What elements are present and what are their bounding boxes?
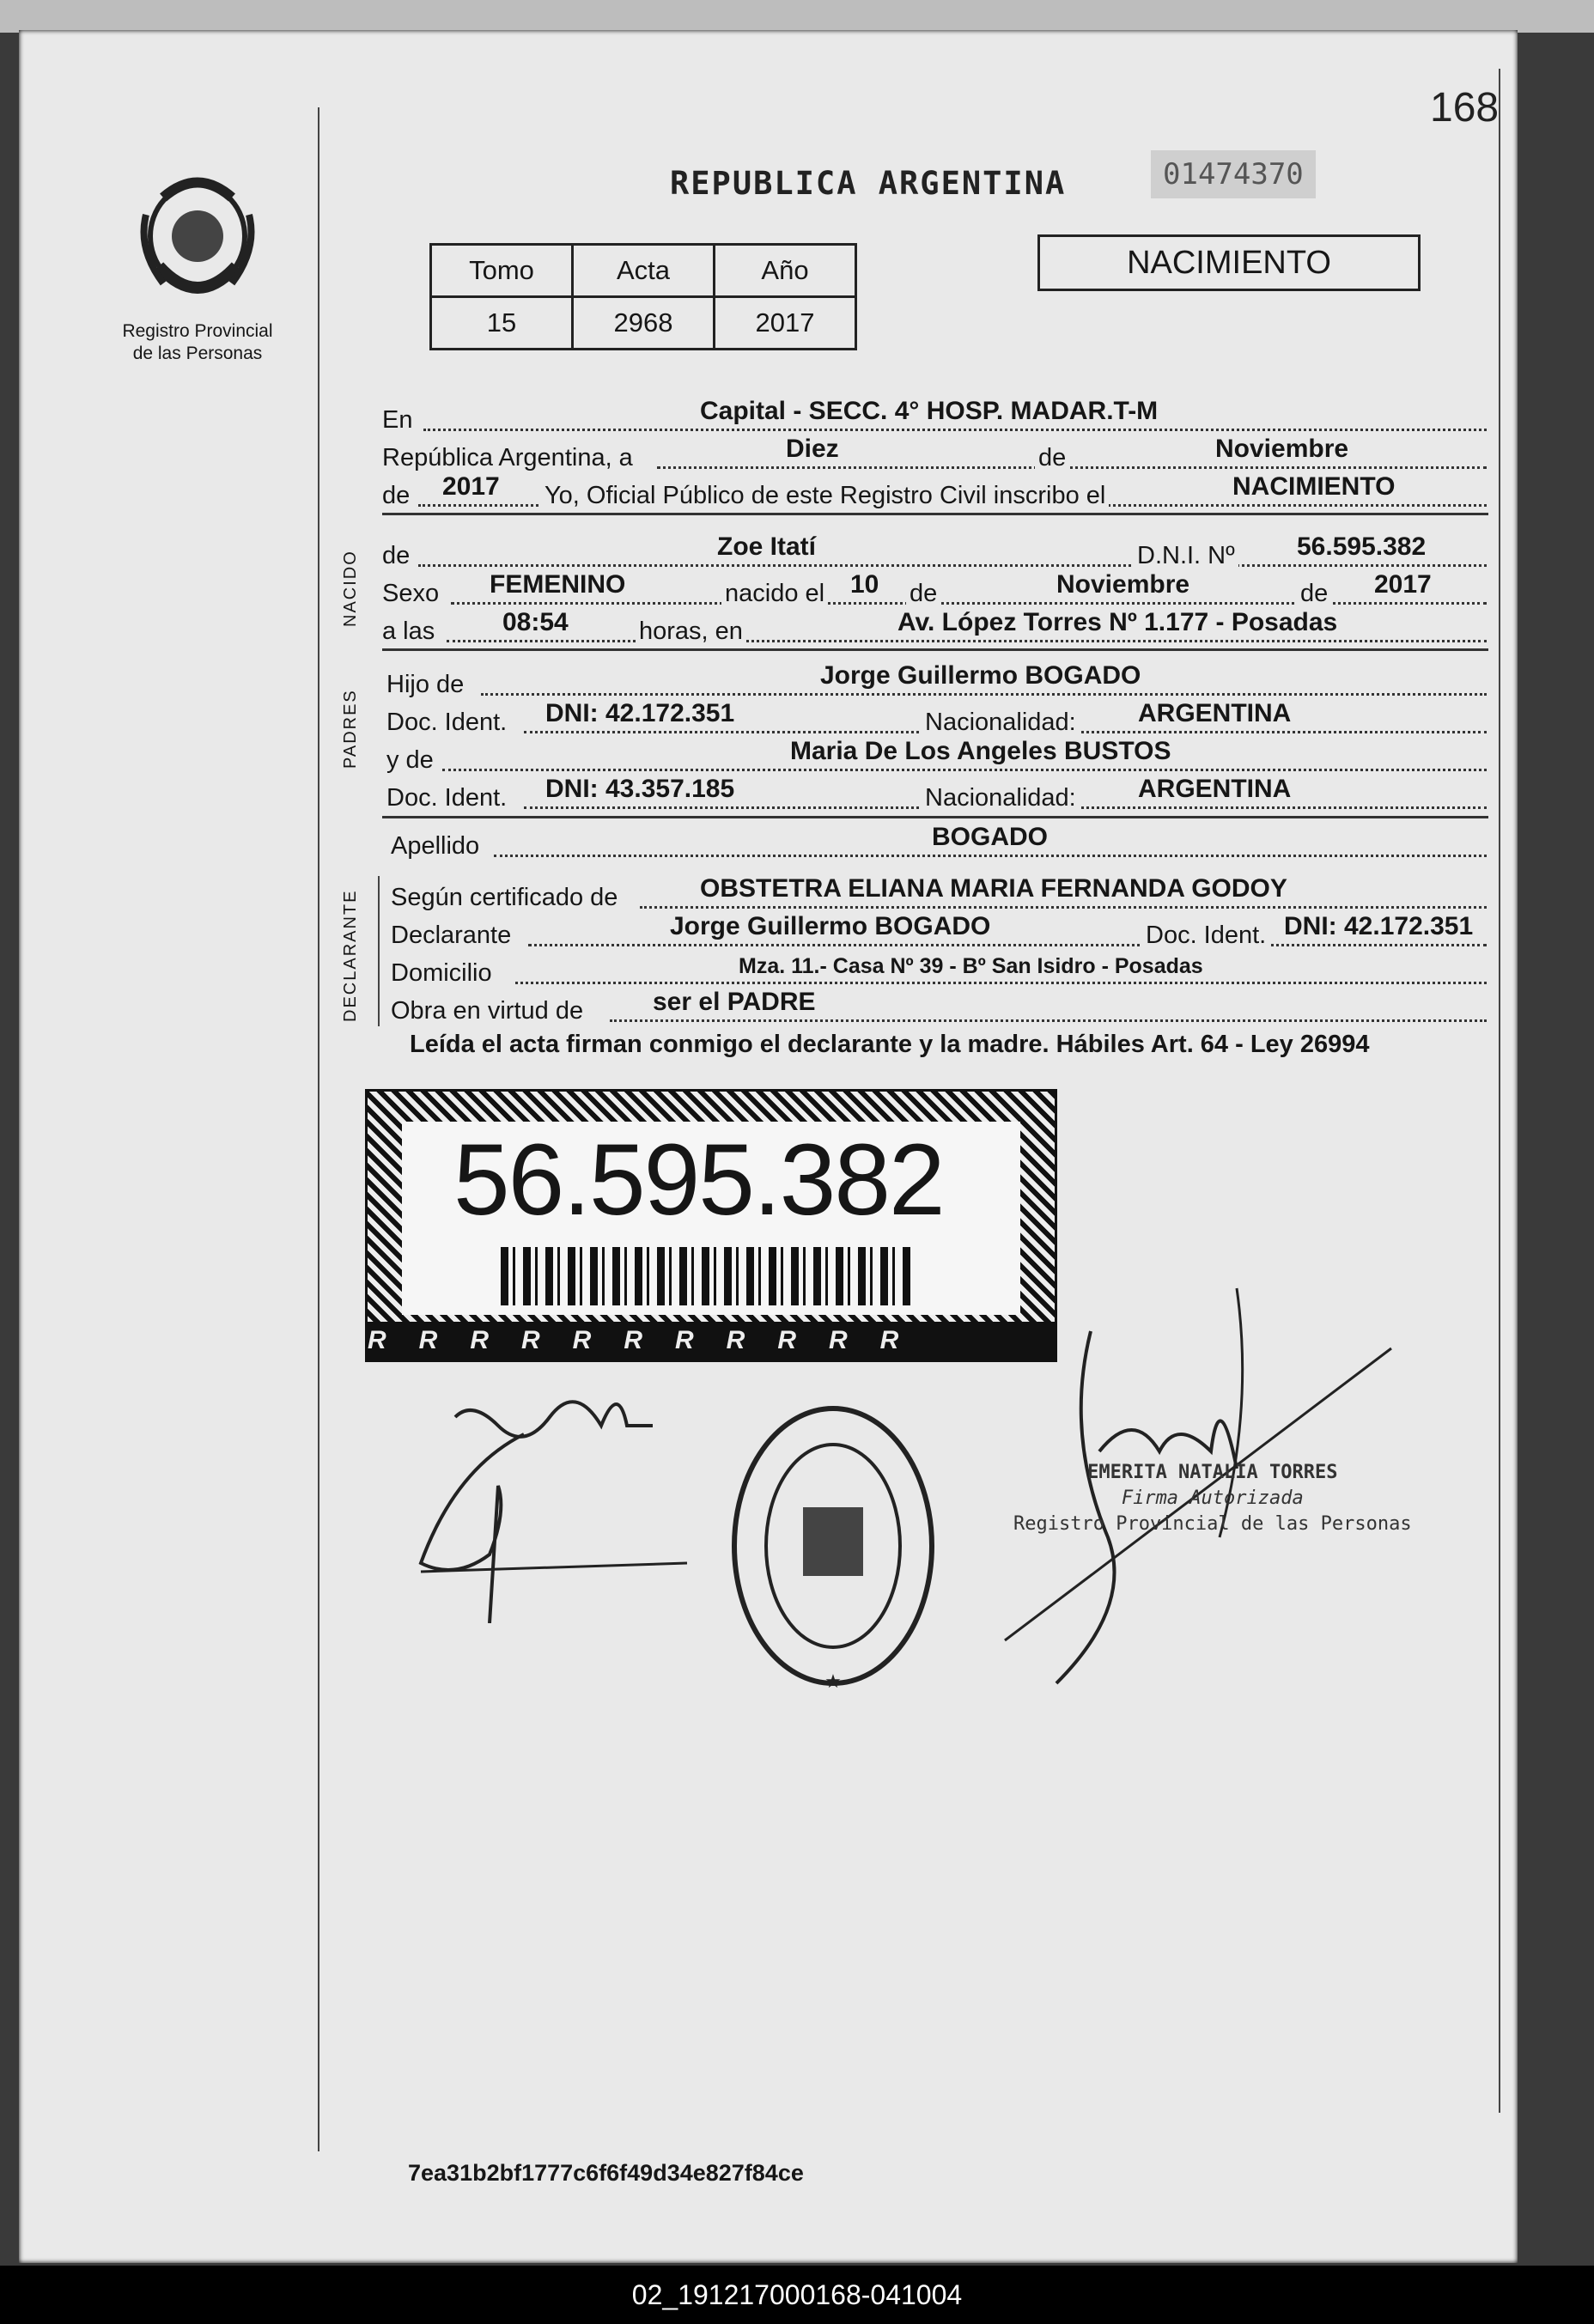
top-strip (0, 0, 1594, 33)
side-label-declarante: DECLARANTE (341, 889, 360, 1022)
label-de-anio2: de (1297, 580, 1331, 608)
registry-line-1: Registro Provincial (122, 321, 273, 341)
value-nac-dia: 10 (850, 570, 879, 599)
value-madre-doc: DNI: 43.357.185 (545, 775, 735, 803)
value-dia: Diez (786, 435, 839, 463)
value-lugar-nac: Av. López Torres Nº 1.177 - Posadas (897, 608, 1338, 636)
value-lugar: Capital - SECC. 4° HOSP. MADAR.T-M (700, 397, 1159, 425)
dotted-line (640, 906, 1487, 909)
row-nombre (382, 532, 1487, 570)
closing-statement: Leída el acta firman conmigo el declarante y la madre. Hábiles Art. 64 - Ley 26994 (410, 1031, 1370, 1058)
misiones-coat-of-arms-icon (129, 163, 266, 318)
value-nombre: Zoe Itatí (717, 532, 817, 561)
label-hijo: Hijo de (386, 671, 465, 698)
section-divider (382, 816, 1488, 818)
label-de-mes: de (906, 580, 940, 608)
value-dni: 56.595.382 (1297, 532, 1427, 561)
value-declarante: Jorge Guillermo BOGADO (670, 912, 991, 940)
value-certificado: OBSTETRA ELIANA MARIA FERNANDA GODOY (700, 874, 1287, 903)
label-en: En (382, 406, 413, 434)
registry-line-2: de las Personas (132, 344, 263, 363)
declarant-signature-icon (404, 1366, 696, 1623)
svg-text:★: ★ (824, 1670, 842, 1692)
label-horas: horas, en (636, 618, 746, 646)
document-type: NACIMIENTO (1037, 234, 1421, 291)
dotted-line (610, 1019, 1487, 1022)
acta-value: 2968 (573, 297, 715, 350)
label-dni: D.N.I. Nº (1134, 542, 1238, 570)
left-margin-line (318, 107, 319, 2151)
label-de-nombre: de (382, 542, 411, 569)
row-hora (382, 608, 1487, 646)
tomo-value: 15 (431, 297, 573, 350)
label-doc: Doc. Ident. (386, 709, 508, 736)
row-certificado (382, 874, 1487, 912)
barcode-number: 56.595.382 (453, 1123, 944, 1237)
row-madre (382, 737, 1487, 775)
right-margin-line (1499, 69, 1500, 2113)
value-anio: 2017 (442, 472, 500, 501)
label-doc-madre: Doc. Ident. (386, 784, 508, 812)
section-divider (382, 513, 1488, 515)
row-padre (382, 661, 1487, 699)
label-yde: y de (386, 746, 434, 774)
section-divider (382, 648, 1488, 651)
row-apellido (382, 823, 1487, 861)
anio-value: 2017 (715, 297, 856, 350)
registry-seal-icon (721, 1391, 945, 1700)
value-nac-anio: 2017 (1374, 570, 1432, 599)
barcode-r-strip: RRRRRRRRRRR (368, 1322, 1055, 1360)
acta-table (429, 243, 857, 350)
document-hash: 7ea31b2bf1777c6f6f49d34e827f84ce (408, 2160, 804, 2186)
value-padre-nac: ARGENTINA (1138, 699, 1292, 727)
value-obra: ser el PADRE (653, 988, 816, 1016)
dotted-line (423, 429, 1487, 431)
dotted-line (528, 944, 1487, 946)
label-nac: Nacionalidad: (922, 709, 1080, 737)
row-domicilio (382, 950, 1487, 988)
label-oficial: Yo, Oficial Público de este Registro Civil inscribo el (541, 482, 1109, 510)
row-republica (382, 435, 1487, 472)
value-domicilio: Mza. 11.- Casa Nº 39 - Bº San Isidro - Posadas (739, 954, 1203, 978)
signature-block (1013, 1460, 1412, 1537)
value-mes: Noviembre (1215, 435, 1349, 463)
side-label-padres: PADRES (341, 689, 360, 769)
barcode-inner (402, 1122, 1020, 1315)
row-padre-doc (382, 699, 1487, 737)
dotted-line (481, 693, 1487, 696)
value-padre-doc: DNI: 42.172.351 (545, 699, 735, 727)
row-oficial (382, 472, 1487, 510)
dotted-line (447, 640, 1487, 642)
serial-number: 01474370 (1151, 150, 1316, 198)
value-madre-nac: ARGENTINA (1138, 775, 1292, 803)
dotted-line (657, 466, 1487, 469)
row-en (382, 397, 1487, 435)
acta-header: Acta (573, 245, 715, 297)
dotted-line (418, 564, 1487, 567)
dotted-line (515, 982, 1487, 984)
label-de-anio: de (382, 482, 411, 509)
anio-header: Año (715, 245, 856, 297)
value-tipo: NACIMIENTO (1232, 472, 1396, 501)
dni-barcode-label (365, 1089, 1057, 1362)
row-madre-doc (382, 775, 1487, 812)
tomo-header: Tomo (431, 245, 573, 297)
label-declarante: Declarante (391, 922, 512, 949)
page-number: 168 (1430, 85, 1500, 131)
declarante-bracket (378, 876, 380, 1026)
country-title: REPUBLICA ARGENTINA (670, 165, 1067, 202)
side-label-nacido: NACIDO (341, 550, 360, 627)
label-domicilio: Domicilio (391, 959, 492, 987)
registry-caption (112, 320, 283, 365)
value-hora: 08:54 (502, 608, 569, 636)
value-padre: Jorge Guillermo BOGADO (820, 661, 1141, 690)
label-obra: Obra en virtud de (391, 997, 584, 1025)
label-de: de (1035, 444, 1069, 472)
label-republica: República Argentina, a (382, 444, 633, 471)
dotted-line (494, 855, 1487, 857)
label-apellido: Apellido (391, 832, 480, 860)
value-madre: Maria De Los Angeles BUSTOS (790, 737, 1171, 765)
barcode-bars-icon (501, 1247, 913, 1305)
label-segun: Según certificado de (391, 884, 618, 911)
signer-role: Firma Autorizada (1121, 1487, 1304, 1509)
row-sexo (382, 570, 1487, 608)
footer-code: 02_191217000168-041004 (0, 2266, 1594, 2324)
value-declarante-doc: DNI: 42.172.351 (1284, 912, 1474, 940)
label-sexo: Sexo (382, 580, 440, 607)
dotted-line (442, 769, 1487, 771)
label-nac-madre: Nacionalidad: (922, 784, 1080, 812)
signer-org: Registro Provincial de las Personas (1013, 1513, 1412, 1535)
label-nacido: nacido el (721, 580, 828, 608)
label-alas: a las (382, 618, 435, 645)
value-apellido: BOGADO (932, 823, 1048, 851)
row-obra (382, 988, 1487, 1025)
row-declarante (382, 912, 1487, 950)
value-sexo: FEMENINO (490, 570, 626, 599)
value-nac-mes: Noviembre (1056, 570, 1190, 599)
signer-name: EMERITA NATALIA TORRES (1087, 1462, 1338, 1483)
label-doc-declarante: Doc. Ident. (1142, 922, 1269, 950)
